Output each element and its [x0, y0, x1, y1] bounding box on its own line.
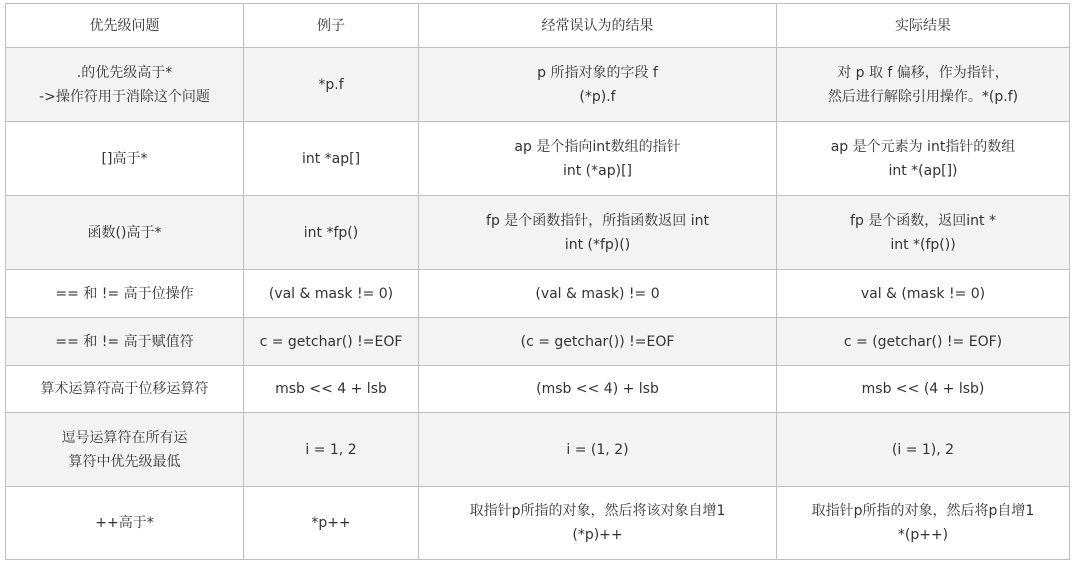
actual-cell — [777, 196, 1070, 270]
cell-line: 函数()高于* — [87, 224, 162, 241]
cell-line: []高于* — [101, 150, 148, 167]
cell-line: (msb << 4) + lsb — [536, 381, 659, 397]
table-row — [6, 413, 1070, 487]
example-cell: int *ap[] — [244, 122, 419, 196]
example-cell: i = 1, 2 — [244, 413, 419, 487]
cell-line: ++高于* — [95, 515, 154, 531]
cell-line: fp 是个函数指针，所指函数返回 int — [486, 212, 709, 229]
cell-line: i = (1, 2) — [566, 441, 629, 458]
mistaken-cell — [419, 318, 777, 366]
cell-line: (i = 1), 2 — [891, 441, 955, 458]
cell-line: (*p)++ — [572, 527, 623, 543]
cell-line: c = (getchar() != EOF) — [843, 333, 1003, 350]
table-row — [6, 318, 1070, 366]
cell-line: fp 是个函数，返回int * — [850, 212, 996, 229]
actual-cell — [777, 366, 1070, 413]
cell-line: ap 是个元素为 int指针的数组 — [830, 138, 1016, 155]
example-cell: *p.f — [244, 48, 419, 122]
table-row — [6, 270, 1070, 318]
cell-line: 逗号运算符在所有运 — [61, 429, 188, 446]
cell-line: val & (mask != 0) — [860, 285, 986, 302]
table-row — [6, 122, 1070, 196]
actual-cell — [777, 487, 1070, 560]
mistaken-cell — [419, 487, 777, 560]
cell-line: (*p).f — [579, 88, 616, 105]
mistaken-cell — [419, 196, 777, 270]
mistaken-cell — [419, 270, 777, 318]
precedence-table — [5, 3, 1070, 560]
problem-cell — [6, 122, 244, 196]
cell-line: (val & mask) != 0 — [535, 285, 660, 302]
cell-line: int (*ap)[] — [562, 162, 632, 179]
mistaken-cell — [419, 122, 777, 196]
actual-cell — [777, 318, 1070, 366]
table-row — [6, 48, 1070, 122]
problem-cell — [6, 196, 244, 270]
cell-line: msb << (4 + lsb) — [861, 381, 985, 397]
cell-line: 对 p 取 f 偏移，作为指针， — [837, 64, 1009, 81]
mistaken-cell — [419, 413, 777, 487]
example-cell: int *fp() — [244, 196, 419, 270]
header-mistaken-result: 经常误认为的结果 — [419, 4, 777, 48]
cell-line: == 和 != 高于赋值符 — [55, 333, 194, 350]
cell-line: int *(ap[]) — [888, 162, 958, 179]
cell-line: p 所指对象的字段 f — [537, 64, 658, 81]
table-row — [6, 487, 1070, 560]
actual-cell — [777, 413, 1070, 487]
cell-line: *(p++) — [897, 527, 949, 543]
example-cell: msb << 4 + lsb — [244, 366, 419, 413]
mistaken-cell — [419, 48, 777, 122]
cell-line: ap 是个指向int数组的指针 — [514, 138, 681, 155]
problem-cell — [6, 270, 244, 318]
table-row — [6, 366, 1070, 413]
table-row — [6, 196, 1070, 270]
example-cell: (val & mask != 0) — [244, 270, 419, 318]
header-actual-result: 实际结果 — [777, 4, 1070, 48]
cell-line: ->操作符用于消除这个问题 — [39, 88, 210, 105]
problem-cell — [6, 366, 244, 413]
cell-line: 取指针p所指的对象，然后将p自增1 — [811, 503, 1035, 519]
mistaken-cell — [419, 366, 777, 413]
problem-cell — [6, 48, 244, 122]
cell-line: int *(fp()) — [890, 236, 956, 253]
actual-cell — [777, 122, 1070, 196]
example-cell: c = getchar() !=EOF — [244, 318, 419, 366]
cell-line: .的优先级高于* — [76, 64, 173, 81]
actual-cell — [777, 48, 1070, 122]
table-header-row — [6, 4, 1070, 48]
problem-cell — [6, 318, 244, 366]
cell-line: (c = getchar()) !=EOF — [520, 333, 675, 350]
problem-cell — [6, 413, 244, 487]
problem-cell — [6, 487, 244, 560]
header-problem: 优先级问题 — [6, 4, 244, 48]
header-example: 例子 — [244, 4, 419, 48]
cell-line: int (*fp)() — [564, 236, 631, 253]
actual-cell — [777, 270, 1070, 318]
cell-line: == 和 != 高于位操作 — [55, 285, 194, 302]
cell-line: 取指针p所指的对象，然后将该对象自增1 — [469, 503, 726, 519]
cell-line: 算术运算符高于位移运算符 — [40, 381, 209, 397]
cell-line: 然后进行解除引用操作。*(p.f) — [827, 88, 1019, 105]
example-cell: *p++ — [244, 487, 419, 560]
cell-line: 算符中优先级最低 — [68, 453, 181, 470]
